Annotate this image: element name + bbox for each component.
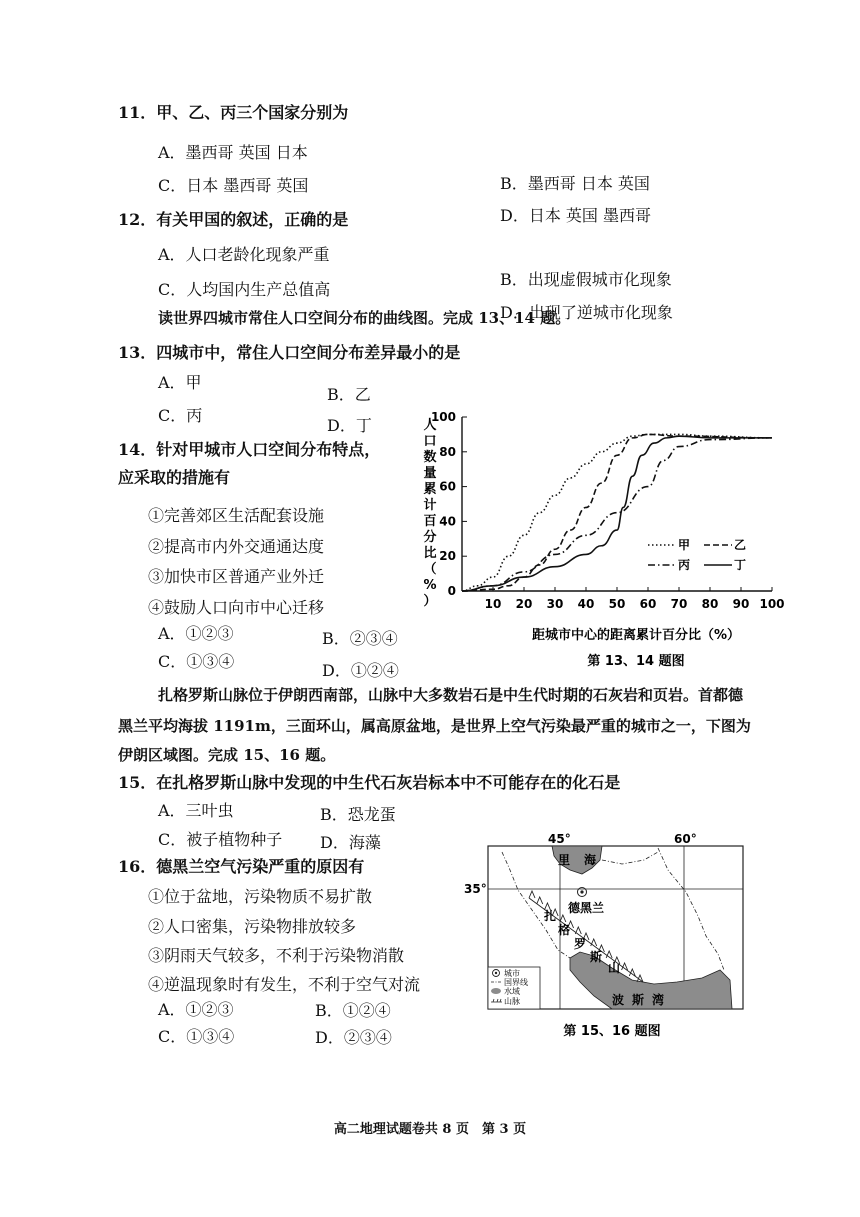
x-tick-label: 70 [670,597,688,611]
zagros-label-2: 格 [558,923,571,937]
caspian-label-2: 海 [584,853,597,867]
q15-stem: 15．在扎格罗斯山脉中发现的中生代石灰岩标本中不可能存在的化石是 [118,773,621,792]
map-legend [488,967,540,1009]
q14-option-d[interactable]: D．①②④ [322,661,399,680]
q12-option-a[interactable]: A．人口老龄化现象严重 [158,245,330,264]
x-tick-label: 100 [759,597,785,611]
q14-option-b[interactable]: B．②③④ [322,629,398,648]
x-tick-label: 30 [546,597,564,611]
y-tick-label: 0 [447,584,456,598]
iran-region-map [462,830,752,1055]
q14-item-1: ①完善郊区生活配套设施 [148,506,325,525]
q15-option-c[interactable]: C．被子植物种子 [158,830,283,849]
series-line-甲 [462,434,772,591]
chart-caption: 第 13、14 题图 [587,654,685,669]
q11-stem: 11．甲、乙、丙三个国家分别为 [118,103,349,122]
lat-35-label: 35° [464,882,487,896]
chart-legend [648,538,746,572]
chart-ylabel: 人口数量累计百分比（%） [423,418,437,609]
q14-option-c[interactable]: C．①③④ [158,652,235,671]
series-line-乙 [462,434,772,591]
gulf-label-1: 波 [612,993,625,1007]
q13-option-d[interactable]: D．丁 [327,416,372,435]
series-line-丙 [462,438,772,591]
q16-stem: 16．德黑兰空气污染严重的原因有 [118,857,365,876]
q15-option-a[interactable]: A．三叶虫 [158,801,234,820]
legend-label-甲: 甲 [678,538,691,552]
y-tick-label: 40 [439,514,456,529]
zagros-label-3: 罗 [574,937,587,951]
zagros-label-5: 山 [608,961,621,975]
caspian-label-1: 里 [558,853,571,867]
intro-13-14: 读世界四城市常住人口空间分布的曲线图。完成 13、14 题。 [158,309,571,327]
q13-option-c[interactable]: C．丙 [158,406,203,425]
gulf-label-3: 湾 [652,993,665,1007]
gulf-label-2: 斯 [632,993,645,1007]
q16-item-2: ②人口密集，污染物排放较多 [148,917,357,936]
q16-option-d[interactable]: D．②③④ [315,1028,392,1047]
q13-option-b[interactable]: B．乙 [327,385,371,404]
legend-water: 水域 [504,987,520,996]
x-tick-label: 90 [732,597,750,611]
y-tick-label: 100 [430,410,456,424]
q11-option-a[interactable]: A．墨西哥 英国 日本 [158,143,308,162]
q15-option-b[interactable]: B．恐龙蛋 [320,805,396,824]
q14-item-3: ③加快市区普通产业外迁 [148,567,325,586]
legend-label-丁: 丁 [734,558,747,572]
q12-option-b[interactable]: B．出现虚假城市化现象 [500,270,672,289]
population-curve-chart [400,405,800,675]
q16-item-3: ③阴雨天气较多，不利于污染物消散 [148,946,405,965]
q11-option-b[interactable]: B．墨西哥 日本 英国 [500,174,650,193]
x-tick-label: 40 [577,597,595,611]
intro-15-line3: 伊朗区域图。完成 15、16 题。 [118,746,336,764]
q12-option-d[interactable]: D．出现了逆城市化现象 [500,303,673,322]
q14-item-2: ②提高市内外交通通达度 [148,537,325,556]
q16-option-c[interactable]: C．①③④ [158,1027,235,1046]
series-line-丁 [462,436,772,591]
q12-option-c[interactable]: C．人均国内生产总值高 [158,280,331,299]
x-tick-label: 20 [515,597,533,611]
q14-stem: 14．针对甲城市人口空间分布特点， [118,440,381,459]
q14-item-4: ④鼓励人口向市中心迁移 [148,598,325,617]
x-tick-label: 10 [484,597,502,611]
q13-option-a[interactable]: A．甲 [158,373,202,392]
q16-item-1: ①位于盆地，污染物质不易扩散 [148,887,373,906]
legend-label-乙: 乙 [734,538,747,552]
x-tick-label: 80 [701,597,719,611]
chart-series [462,434,772,591]
legend-label-丙: 丙 [678,558,691,572]
legend-water-symbol [491,988,501,994]
q14-stem-line2: 应采取的措施有 [118,468,231,487]
q13-stem: 13．四城市中，常住人口空间分布差异最小的是 [118,343,461,362]
x-tick-label: 60 [639,597,657,611]
q11-option-d[interactable]: D．日本 英国 墨西哥 [500,206,652,225]
chart-xlabel: 距城市中心的距离累计百分比（%） [531,628,741,643]
q11-option-c[interactable]: C．日本 墨西哥 英国 [158,176,309,195]
tehran-label: 德黑兰 [568,901,605,915]
x-tick-label: 50 [608,597,626,611]
q16-item-4: ④逆温现象时有发生，不利于空气对流 [148,975,421,994]
intro-15-line2: 黑兰平均海拔 1191m，三面环山，属高原盆地，是世界上空气污染最严重的城市之一，下图为 [118,717,751,735]
q16-option-a[interactable]: A．①②③ [158,1000,234,1019]
zagros-label-4: 斯 [590,950,603,964]
lon-45-label: 45° [548,832,571,846]
zagros-label-1: 扎 [544,909,557,923]
q15-option-d[interactable]: D．海藻 [320,833,381,852]
y-tick-label: 60 [439,479,456,494]
q14-option-a[interactable]: A．①②③ [158,624,234,643]
legend-border: 国界线 [504,978,528,987]
y-tick-label: 80 [439,444,456,459]
page-footer: 高二地理试题卷共 8 页 第 3 页 [333,1122,527,1137]
q16-option-b[interactable]: B．①②④ [315,1001,391,1020]
intro-15-line1: 扎格罗斯山脉位于伊朗西南部，山脉中大多数岩石是中生代时期的石灰岩和页岩。首都德 [158,686,744,704]
q12-stem: 12．有关甲国的叙述，正确的是 [118,210,349,229]
chart-axes [431,410,785,611]
y-tick-label: 20 [439,549,456,564]
map-caption: 第 15、16 题图 [563,1024,661,1039]
legend-city: 城市 [504,969,520,978]
legend-mountain: 山脉 [504,997,520,1006]
lon-60-label: 60° [674,832,697,846]
